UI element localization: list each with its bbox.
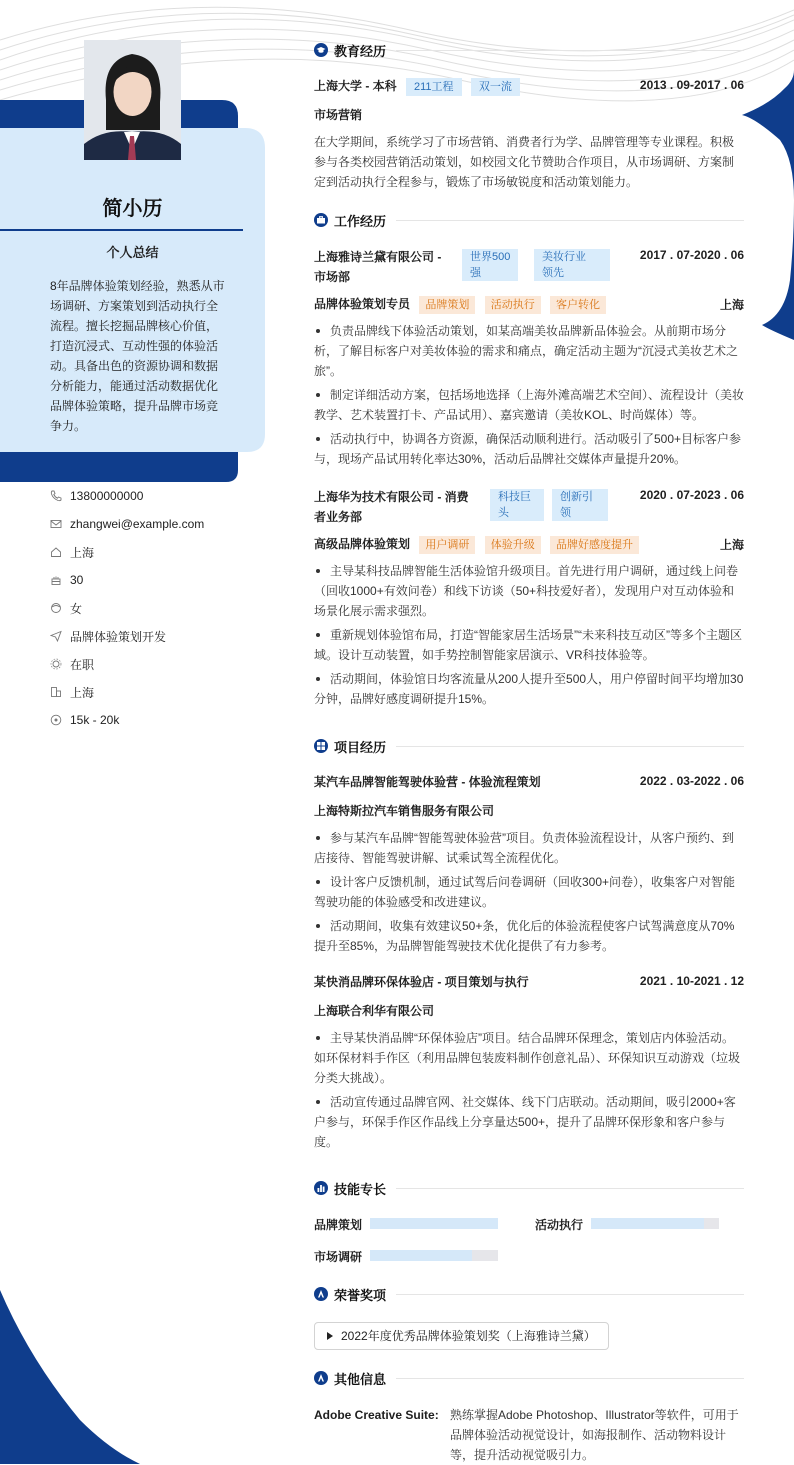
job-bullet <box>314 321 744 381</box>
contact-phone-text: 13800000000 <box>70 489 144 503</box>
award-item[interactable] <box>314 1322 609 1350</box>
project-bullet <box>314 828 744 868</box>
work-rule <box>396 220 744 221</box>
education-date: 2013 . 09-2017 . 06 <box>639 78 744 92</box>
briefcase-icon <box>314 213 328 227</box>
contact-gender-text: 女 <box>70 601 83 616</box>
job-tag-line: 头 <box>498 507 509 519</box>
skills-title: 技能专长 <box>334 1181 387 1197</box>
project-name: 某快消品牌环保体验店 - 项目策划与执行 <box>314 975 529 989</box>
skill-name: 活动执行 <box>535 1218 584 1232</box>
job-bullet-text: 负责品牌线下体验活动策划，如某高端美妆品牌新品体验会。从前期市场分析，了解目标客户对美妆体验的需求和痛点，确定活动主题为“沉浸式美妆艺术之旅”。 <box>314 324 738 378</box>
education-school-row <box>314 77 744 95</box>
job-tag-line: 领 <box>560 507 571 519</box>
project-bullets <box>314 1028 744 1152</box>
skill-name: 市场调研 <box>314 1250 363 1264</box>
job-skill-tag: 品牌好感度提升 <box>550 536 639 554</box>
age-icon <box>50 574 62 586</box>
job-role-row <box>314 535 744 553</box>
education-school: 上海大学 - 本科 <box>314 79 397 93</box>
skill-bar <box>591 1218 719 1229</box>
awards-rule <box>396 1294 744 1295</box>
contact-status <box>50 650 260 678</box>
skills-section <box>314 1178 744 1198</box>
job-tag <box>534 249 610 281</box>
job-bullet-text: 制定详细活动方案，包括场地选择（上海外滩高端艺术空间）、流程设计（美妆教学、艺术装置打卡、产品试用）、嘉宾邀请（美妆KOL、时尚媒体）等。 <box>314 388 745 422</box>
contact-age-text: 30 <box>70 573 84 587</box>
contact-home-text: 上海 <box>70 545 95 560</box>
contact-phone <box>50 482 260 510</box>
project-name: 某汽车品牌智能驾驶体验营 - 体验流程策划 <box>314 775 541 789</box>
project-bullet-text: 活动期间，收集有效建议50+条，优化后的体验流程使客户试驾满意度从70%提升至85%，为品牌智能驾驶技术优化提供了有力参考。 <box>314 919 735 953</box>
job-company <box>314 487 484 527</box>
job-company-line: 者业务部 <box>314 510 363 524</box>
job-tag-line: 美妆行业 <box>542 251 586 263</box>
job-tag-line: 创新引 <box>560 491 593 503</box>
job-company <box>314 247 454 287</box>
job-tag-line: 领先 <box>542 267 564 279</box>
home-icon <box>50 546 62 558</box>
job-skill-tag: 品牌策划 <box>419 296 475 314</box>
project-bullet-text: 参与某汽车品牌“智能驾驶体验营”项目。负责体验流程设计，从客户预约、到店接待、智能驾驶讲解、试乘试驾全流程优化。 <box>314 831 734 865</box>
education-tag: 211工程 <box>406 78 462 96</box>
graduation-cap-icon <box>314 43 328 57</box>
job-company-line: 上海雅诗兰黛有限公司 - <box>314 250 442 264</box>
info-icon <box>314 1371 328 1385</box>
left-column <box>0 0 300 1464</box>
job-bullets <box>314 321 744 469</box>
awards-title: 荣誉奖项 <box>334 1287 387 1303</box>
education-title: 教育经历 <box>334 43 387 59</box>
skill-bar-fill <box>370 1218 498 1229</box>
job-company-line: 市场部 <box>314 270 351 284</box>
project-bullet <box>314 1092 744 1152</box>
contact-status-text: 在职 <box>70 657 95 672</box>
profile-photo <box>84 40 181 160</box>
other-text: 熟练掌握Adobe Photoshop、Illustrator等软件，可用于品牌体验活动视觉设计，如海报制作、活动物料设计等，提升活动视觉吸引力。 <box>450 1408 739 1462</box>
contact-city <box>50 678 260 706</box>
education-description: 在大学期间，系统学习了市场营销、消费者行为学、品牌管理等专业课程。积极参与各类校园营销活动策划，如校园文化节赞助合作项目，从市场调研、方案制定到活动执行全程参与，锻炼了市场敏锐度和活动策划能力。 <box>314 135 735 189</box>
award-text: 2022年度优秀品牌体验策划奖（上海雅诗兰黛） <box>341 1329 596 1343</box>
salary-icon <box>50 714 62 726</box>
skill-name: 品牌策划 <box>314 1218 363 1232</box>
job-company-line: 上海华为技术有限公司 - 消费 <box>314 490 469 504</box>
job-tag-line: 强 <box>470 267 481 279</box>
contact-city-text: 上海 <box>70 685 95 700</box>
candidate-name: 简小历 <box>102 198 163 220</box>
project-bullet <box>314 1028 744 1088</box>
right-column <box>314 0 744 1464</box>
project-bullet-text: 活动宣传通过品牌官网、社交媒体、线下门店联动。活动期间，吸引2000+客户参与，环保手作区作品线上分享量达500+，提升了品牌环保形象和客户参与度。 <box>314 1095 736 1149</box>
job-bullet-text: 主导某科技品牌智能生活体验馆升级项目。首先进行用户调研，通过线上问卷（回收1000+有效问卷）和线下访谈（50+科技爱好者），发现用户对互动体验和场景化展示需求强烈。 <box>314 564 739 618</box>
contact-salary <box>50 706 260 734</box>
contact-email-text: zhangwei@example.com <box>70 517 205 531</box>
skills-header <box>314 1178 744 1198</box>
summary-text: 8年品牌体验策划经验，熟悉从市场调研、方案策划到活动执行全流程。擅长挖掘品牌核心价值，打造沉浸式、互动性强的体验活动。具备出色的资源协调和数据分析能力，能通过活动数据优化品牌体验策略，提升品牌市场竞争力。 <box>50 279 225 433</box>
project-org: 上海联合利华有限公司 <box>314 1004 435 1018</box>
projects-rule <box>396 746 744 747</box>
phone-icon <box>50 490 62 502</box>
job-bullets <box>314 561 744 709</box>
other-label: Adobe Creative Suite: <box>314 1408 439 1422</box>
other-title: 其他信息 <box>334 1371 387 1387</box>
skill-bar-fill <box>591 1218 704 1229</box>
job-role: 品牌体验策划专员 <box>314 297 411 311</box>
project-org: 上海特斯拉汽车销售服务有限公司 <box>314 804 495 818</box>
send-icon <box>50 630 62 642</box>
education-header <box>314 40 744 60</box>
project-bullet-text: 设计客户反馈机制，通过试驾后问卷调研（回收300+问卷），收集客户对智能驾驶功能的体验感受和改进建议。 <box>314 875 736 909</box>
job-bullet-text: 活动执行中，协调各方资源，确保活动顺利进行。活动吸引了500+目标客户参与，现场产品试用转化率达30%，活动后品牌社交媒体声量提升20%。 <box>314 432 742 466</box>
job-header <box>314 487 744 527</box>
projects-title: 项目经历 <box>334 739 387 755</box>
award-icon <box>314 1287 328 1301</box>
job-city: 上海 <box>719 538 744 552</box>
job-bullet-text: 活动期间，体验馆日均客流量从200人提升至500人，用户停留时间平均增加30分钟，品牌好感度调研提升15%。 <box>314 672 744 706</box>
name-divider <box>0 229 243 231</box>
project-date: 2022 . 03-2022 . 06 <box>639 774 744 788</box>
grid-icon <box>314 739 328 753</box>
job-tag <box>552 489 608 521</box>
work-section <box>314 210 744 230</box>
job-tag <box>462 249 518 281</box>
job-skill-tag: 体验升级 <box>485 536 541 554</box>
contact-target-job-text: 品牌体验策划开发 <box>70 629 167 644</box>
job-date: 2020 . 07-2023 . 06 <box>639 488 744 502</box>
job-bullet <box>314 669 744 709</box>
work-header <box>314 210 744 230</box>
contact-age <box>50 566 260 594</box>
job-tag-line: 科技巨 <box>498 491 531 503</box>
status-icon <box>50 658 62 670</box>
education-rule <box>396 50 744 51</box>
play-triangle-icon <box>327 1332 333 1340</box>
projects-header <box>314 736 744 756</box>
job-role-row <box>314 295 744 313</box>
project-bullets <box>314 828 744 956</box>
skill-bar-fill <box>370 1250 472 1261</box>
job-skill-tag: 用户调研 <box>419 536 475 554</box>
job-bullet <box>314 625 744 665</box>
skill-bar <box>370 1218 498 1229</box>
skill-bar <box>370 1250 498 1261</box>
contact-list <box>50 482 260 734</box>
contact-target-job <box>50 622 260 650</box>
contact-gender <box>50 594 260 622</box>
project-bullet-text: 主导某快消品牌“环保体验店”项目。结合品牌环保理念，策划店内体验活动。如环保材料手作区（利用品牌包装废料制作创意礼品）、环保知识互动游戏（垃圾分类大挑战）。 <box>314 1031 741 1085</box>
summary-title: 个人总结 <box>106 245 159 260</box>
project-header <box>314 773 744 791</box>
job-bullet-text: 重新规划体验馆布局，打造“智能家居生活场景”“未来科技互动区”等多个主题区域。设计互动装置，如手势控制智能家居演示、VR科技体验等。 <box>314 628 742 662</box>
project-bullet <box>314 872 744 912</box>
project-header <box>314 973 744 991</box>
job-date: 2017 . 07-2020 . 06 <box>639 248 744 262</box>
education-major: 市场营销 <box>314 108 363 122</box>
contact-salary-text: 15k - 20k <box>70 713 120 727</box>
awards-section <box>314 1284 744 1304</box>
job-tag-line: 世界500 <box>470 251 511 263</box>
job-header <box>314 247 744 287</box>
awards-header <box>314 1284 744 1304</box>
contact-email <box>50 510 260 538</box>
bar-chart-icon <box>314 1181 328 1195</box>
education-section <box>314 40 744 60</box>
building-icon <box>50 686 62 698</box>
projects-section <box>314 736 744 756</box>
project-date: 2021 . 10-2021 . 12 <box>639 974 744 988</box>
job-skill-tag: 客户转化 <box>550 296 606 314</box>
job-bullet <box>314 561 744 621</box>
gender-icon <box>50 602 62 614</box>
mail-icon <box>50 518 62 530</box>
job-tag <box>490 489 544 521</box>
job-bullet <box>314 385 744 425</box>
job-skill-tag: 活动执行 <box>485 296 541 314</box>
work-title: 工作经历 <box>334 213 387 229</box>
other-rule <box>396 1378 744 1379</box>
other-header <box>314 1368 744 1388</box>
contact-home <box>50 538 260 566</box>
job-city: 上海 <box>719 298 744 312</box>
job-bullet <box>314 429 744 469</box>
skills-rule <box>396 1188 744 1189</box>
project-bullet <box>314 916 744 956</box>
job-role: 高级品牌体验策划 <box>314 537 411 551</box>
education-tag: 双一流 <box>471 78 520 96</box>
other-section <box>314 1368 744 1388</box>
